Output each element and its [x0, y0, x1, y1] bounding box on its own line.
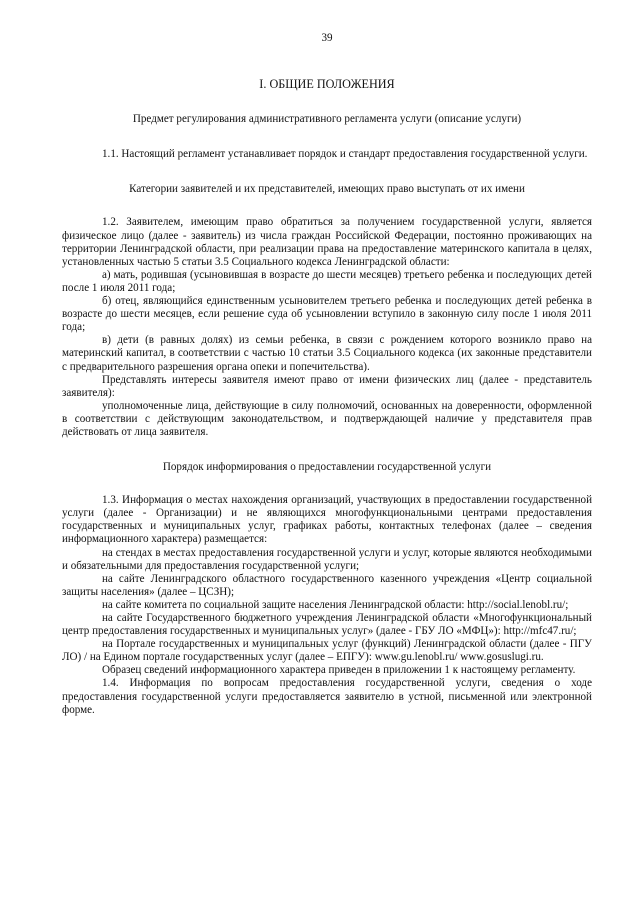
- paragraph-1-1: 1.1. Настоящий регламент устанавливает порядок и стандарт предоставления государственной услуги.: [102, 148, 588, 161]
- paragraph-sample: Образец сведений информационного характера приведен в приложении 1 к настоящему регламенту.: [102, 664, 576, 677]
- paragraph-1-4: 1.4. Информация по вопросам предоставления государственной услуги, сведения о ходе предоставления государственной услуги предоставляется заявителю в устной, письменной или электронной форме.: [62, 677, 592, 716]
- paragraph-committee-site: на сайте комитета по социальной защите населения Ленинградской области: http://social.lenobl.ru/;: [102, 598, 569, 611]
- paragraph-portal: на Портале государственных и муниципальных услуг (функций) Ленинградской области (далее - ПГУ ЛО) / на Едином портале государственных услуг (далее – ЕПГУ): www.gu.lenobl.ru/ www.gosuslugi.ru.: [62, 638, 592, 664]
- subheading-informing: Порядок информирования о предоставлении государственной услуги: [162, 461, 492, 474]
- paragraph-mfc-site: на сайте Государственного бюджетного учреждения Ленинградской области «Многофункциональный центр предоставления государственных и муниципальных услуг» (далее - ГБУ ЛО «МФЦ»): http://mfc47.ru/;: [62, 612, 592, 638]
- paragraph-1-3: 1.3. Информация о местах нахождения организаций, участвующих в предоставлении государственной услуги (далее - Организации) и не являющихся многофункциональными центрами предоставления государственных и муниципальных услуг, графиках работы, контактных телефонах (далее – сведения информационного характера) размещается:: [62, 494, 592, 546]
- section-title: I. ОБЩИЕ ПОЛОЖЕНИЯ: [259, 77, 395, 92]
- paragraph-representatives: Представлять интересы заявителя имеют право от имени физических лиц (далее - представитель заявителя):: [62, 373, 592, 399]
- subheading-applicants: Категории заявителей и их представителей, имеющих право выступать от их имени: [129, 183, 525, 196]
- paragraph-1-2-b: б) отец, являющийся единственным усыновителем третьего ребенка и последующих детей ребенка в возрасте до шести месяцев, если решение суда об усыновлении вступило в законную силу после 1 июля 2011 года;: [62, 295, 592, 334]
- subheading-subject: Предмет регулирования административного регламента услуги (описание услуги): [132, 113, 522, 126]
- paragraph-1-2-a: а) мать, родившая (усыновившая в возрасте до шести месяцев) третьего ребенка и последующих детей после 1 июля 2011 года;: [62, 268, 592, 294]
- paragraph-1-2: 1.2. Заявителем, имеющим право обратиться за получением государственной услуги, является физическое лицо (далее - заявитель) из числа граждан Российской Федерации, постоянно проживающих на территории Ленинградской области, при реализации права на предоставление материнского капитала в целях, установленных частью 5 статьи 3.5 Социального кодекса Ленинградской области:: [62, 216, 592, 268]
- paragraph-authorized-persons: уполномоченные лица, действующие в силу полномочий, основанных на доверенности, оформленной в соответствии с действующим законодательством, и подтверждающей наличие у представителя прав действовать от лица заявителя.: [62, 399, 592, 438]
- page-number: 39: [321, 32, 333, 44]
- paragraph-1-2-c: в) дети (в равных долях) из семьи ребенка, в связи с рождением которого возникло право на материнский капитал, в соответствии с частью 10 статьи 3.5 Социального кодекса (их законные представители с предварительного разрешения органа опеки и попечительства).: [62, 334, 592, 373]
- paragraph-stands: на стендах в местах предоставления государственной услуги и услуг, которые являются необходимыми и обязательными для предоставления государственной услуги;: [62, 546, 592, 572]
- paragraph-cszn-site: на сайте Ленинградского областного государственного казенного учреждения «Центр социальной защиты населения» (далее – ЦСЗН);: [62, 572, 592, 598]
